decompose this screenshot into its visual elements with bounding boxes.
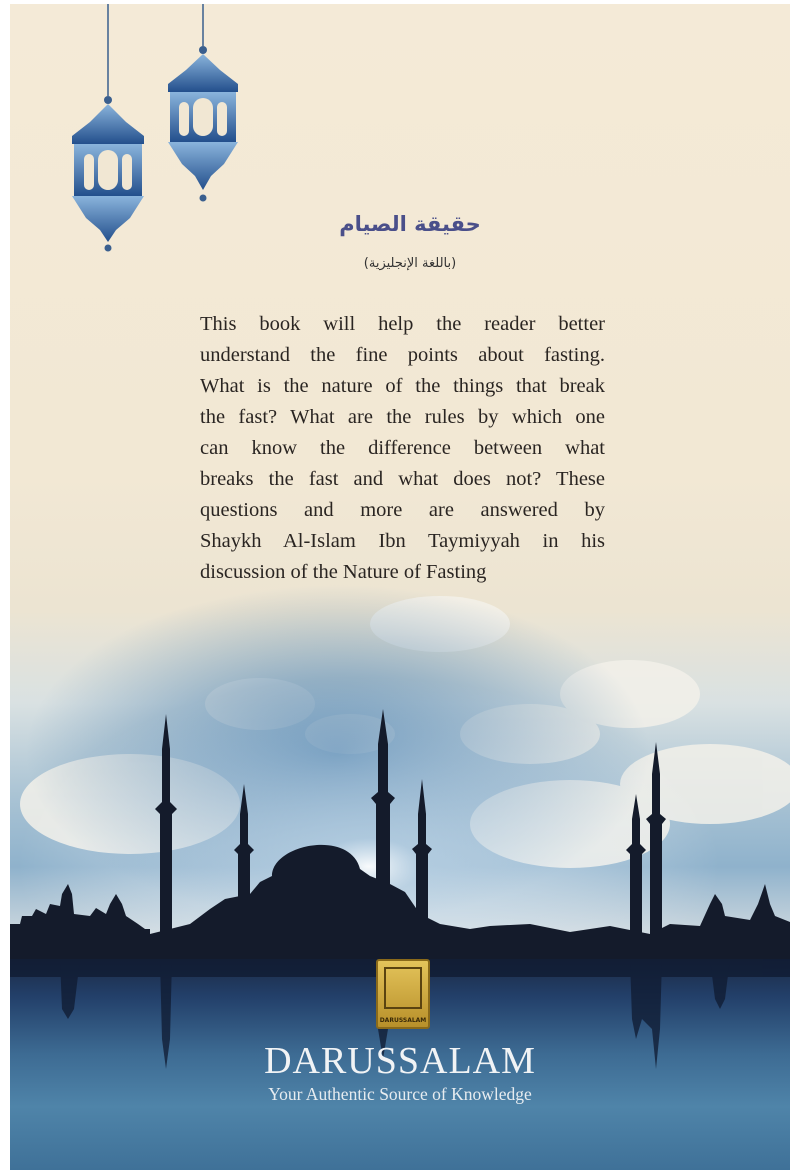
description-line: understand the fine points about fasting.: [200, 344, 605, 366]
description-line: questions and more are answered by: [200, 499, 605, 521]
logo-emblem: [384, 967, 422, 1009]
description-line: can know the difference between what: [200, 437, 605, 459]
description-line: What is the nature of the things that break: [200, 375, 605, 397]
book-description: [200, 309, 605, 588]
description-line: This book will help the reader better: [200, 313, 605, 335]
publisher-tagline: Your Authentic Source of Knowledge: [268, 1084, 532, 1104]
arabic-title: حقيقة الصيام: [339, 212, 481, 236]
description-line: Shaykh Al-Islam Ibn Taymiyyah in his: [200, 530, 605, 552]
logo-text: DARUSSALAM: [379, 1017, 427, 1024]
description-line: breaks the fast and what does not? These: [200, 468, 605, 490]
publisher-logo-icon: [376, 959, 430, 1029]
mosque-silhouette: [10, 564, 790, 984]
publisher-name: DARUSSALAM: [264, 1040, 536, 1082]
arabic-subtitle: (باللغة الإنجليزية): [363, 256, 457, 271]
lantern-icon: [10, 4, 270, 274]
description-line: the fast? What are the rules by which one: [200, 406, 605, 428]
book-back-cover: [10, 4, 790, 1170]
